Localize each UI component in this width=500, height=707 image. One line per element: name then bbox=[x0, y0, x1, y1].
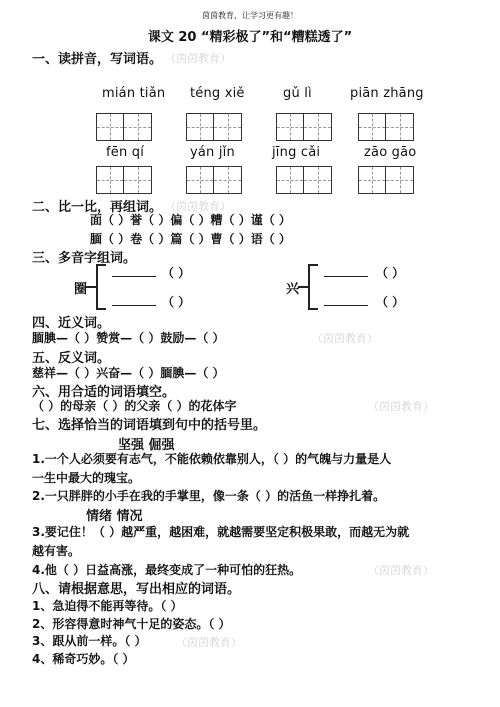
synonyms-row: 腼腆—（ ）赞赏—（ ）鼓励—（ ） bbox=[32, 331, 225, 345]
section-7-heading: 七、选择恰当的词语填到句中的括号里。 bbox=[32, 418, 267, 433]
pinyin-2: téng xiě bbox=[190, 86, 245, 101]
q7-sentence-4: 4.他（ ）日益高涨，最终变成了一种可怕的狂热。 bbox=[32, 563, 302, 577]
write-box-4[interactable] bbox=[358, 113, 414, 141]
watermark: （茵茵教育） bbox=[368, 400, 434, 413]
brace-left bbox=[96, 264, 106, 310]
pinyin-5: fēn qí bbox=[106, 145, 145, 160]
polyphone-char-1: 圈 bbox=[74, 282, 88, 297]
write-box-6[interactable] bbox=[186, 166, 242, 194]
section-8-heading: 八、请根据意思，写出相应的词语。 bbox=[32, 582, 241, 597]
pinyin-3: gǔ lì bbox=[283, 86, 312, 101]
q8-item-3: 3、跟从前一样。（ ） bbox=[32, 634, 147, 648]
pinyin-1: mián tiǎn bbox=[102, 86, 166, 101]
q7-sentence-1b: 一生中最大的瑰宝。 bbox=[32, 471, 141, 485]
fill-row: （ ）的母亲（ ）的父亲（ ）的花体字 bbox=[32, 399, 237, 413]
q8-item-4: 4、稀奇巧妙。（ ） bbox=[32, 652, 135, 666]
compare-row-1: 面（ ）誉（ ）偏（ ）糟（ ）谨（ ） bbox=[90, 213, 291, 227]
pinyin-4: piān zhāng bbox=[350, 86, 424, 101]
answer-paren: （ ） bbox=[162, 295, 191, 309]
antonyms-row: 慈祥—（ ）兴奋—（ ）腼腆—（ ） bbox=[32, 366, 225, 380]
watermark: （茵茵教育） bbox=[165, 200, 231, 213]
q7-sentence-1a: 1.一个人必须要有志气，不能依赖依靠别人，（ ）的气魄与力量是人 bbox=[32, 452, 392, 466]
q7-sentence-3a: 3.要记住！（ ）越严重，越困难，就越需要坚定积极果敢，而越无为就 bbox=[32, 525, 410, 539]
pinyin-6: yán jǐn bbox=[190, 145, 235, 160]
answer-line bbox=[324, 276, 368, 277]
watermark: （茵茵教育） bbox=[176, 636, 242, 649]
watermark: （茵茵教育） bbox=[312, 332, 378, 345]
write-box-1[interactable] bbox=[96, 113, 152, 141]
write-box-7[interactable] bbox=[276, 166, 332, 194]
pinyin-7: jīng cǎi bbox=[272, 145, 321, 160]
section-5-heading: 五、反义词。 bbox=[32, 351, 111, 366]
section-4-heading: 四、近义词。 bbox=[32, 316, 111, 331]
answer-line bbox=[324, 305, 368, 306]
q8-item-1: 1、急迫得不能再等待。（ ） bbox=[32, 599, 183, 613]
answer-line bbox=[112, 276, 156, 277]
pinyin-8: zāo gāo bbox=[364, 145, 417, 160]
answer-paren: （ ） bbox=[162, 266, 191, 280]
answer-paren: （ ） bbox=[376, 295, 405, 309]
brace-right bbox=[308, 264, 318, 310]
section-1-heading: 一、读拼音，写词语。 bbox=[32, 52, 163, 67]
polyphone-char-2: 兴 bbox=[286, 282, 300, 297]
watermark: （茵茵教育） bbox=[368, 564, 434, 577]
write-box-8[interactable] bbox=[358, 166, 414, 194]
answer-paren: （ ） bbox=[376, 266, 405, 280]
q7-sentence-3b: 越有害。 bbox=[32, 544, 81, 558]
page-header: 茵茵教育，让学习更有趣！ bbox=[202, 11, 298, 20]
page-title: 课文 20 “精彩极了”和“糟糕透了” bbox=[147, 30, 353, 45]
section-6-heading: 六、用合适的词语填空。 bbox=[32, 385, 176, 400]
q7-sentence-2: 2.一只胖胖的小手在我的手掌里，像一条（ ）的活鱼一样挣扎着。 bbox=[32, 489, 386, 503]
q8-item-2: 2、形容得意时神气十足的姿态。（ ） bbox=[32, 617, 231, 631]
brace-stem bbox=[298, 286, 308, 288]
watermark: （茵茵教育） bbox=[165, 52, 231, 65]
section-3-heading: 三、多音字组词。 bbox=[32, 251, 137, 266]
section-2-heading: 二、比一比，再组词。 bbox=[32, 200, 163, 215]
write-box-3[interactable] bbox=[276, 113, 332, 141]
word-choices-2: 情绪 情况 bbox=[86, 509, 143, 524]
compare-row-2: 腼（ ）卷（ ）篇（ ）曹（ ）语（ ） bbox=[90, 232, 291, 246]
write-box-5[interactable] bbox=[96, 166, 152, 194]
word-choices-1: 坚强 倔强 bbox=[118, 438, 175, 453]
answer-line bbox=[112, 305, 156, 306]
brace-stem bbox=[86, 286, 96, 288]
write-box-2[interactable] bbox=[186, 113, 242, 141]
